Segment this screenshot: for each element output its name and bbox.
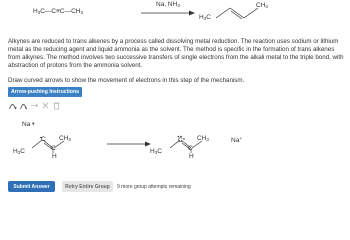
- start-hydrogen: H: [52, 153, 57, 160]
- clear-x-icon[interactable]: [41, 101, 50, 110]
- description-text: Alkynes are reduced to trans alkenes by a process called dissolving metal reduction. The reaction uses sodium or lithium metal as the reducing agent and liquid ammonia as the solvent. The method is specific in the formation of trans alkenes from alkynes. The method involves two successive transfers of single electrons from the alkali metal to the triple bond, with abstraction of protons from the ammonia solvent.: [8, 38, 344, 70]
- attempts-remaining-text: 9 more group attempts remaining: [117, 184, 191, 190]
- reagents-label: Na, $NH_3$: [156, 1, 180, 8]
- end-carbon-1: C: [178, 137, 183, 144]
- start-carbon-1: C: [41, 136, 46, 143]
- single-headed-curved-arrow-icon[interactable]: [19, 101, 28, 110]
- end-structure-bonds: [158, 130, 218, 158]
- arrow-pushing-instructions-button[interactable]: Arrow-pushing Instructions: [8, 87, 82, 97]
- reactant-alkyne: $H_3C—C\equiv C—CH_3$: [33, 8, 84, 15]
- prompt-text: Draw curved arrows to show the movement of electrons in this step of the mechanism.: [8, 77, 245, 84]
- start-carbon-2: C: [51, 145, 56, 152]
- end-carbon-2: C: [188, 145, 193, 152]
- end-hydrogen: H: [189, 153, 194, 160]
- end-right-group: $CH_3$: [197, 135, 209, 142]
- sodium-radical: Na •: [22, 121, 35, 128]
- reaction-arrow: [140, 9, 196, 17]
- retry-entire-group-button[interactable]: Retry Entire Group: [62, 181, 113, 192]
- product-right-group: $CH_3$: [256, 2, 268, 9]
- arrow-toolbar: [8, 101, 61, 110]
- reaction-arrow-tool-icon[interactable]: [30, 101, 39, 110]
- start-left-group: $H_3C$: [13, 148, 25, 155]
- sodium-cation: Na+: [231, 136, 242, 144]
- double-headed-curved-arrow-icon[interactable]: [8, 101, 17, 110]
- submit-answer-button[interactable]: Submit Answer: [8, 181, 55, 192]
- mechanism-step-arrow: [106, 140, 152, 148]
- trash-icon[interactable]: [52, 101, 61, 110]
- end-left-group: $H_3C$: [150, 148, 162, 155]
- start-right-group: $CH_3$: [59, 135, 71, 142]
- start-structure-bonds: [20, 130, 80, 158]
- product-left-group: $H_3C$: [199, 14, 211, 21]
